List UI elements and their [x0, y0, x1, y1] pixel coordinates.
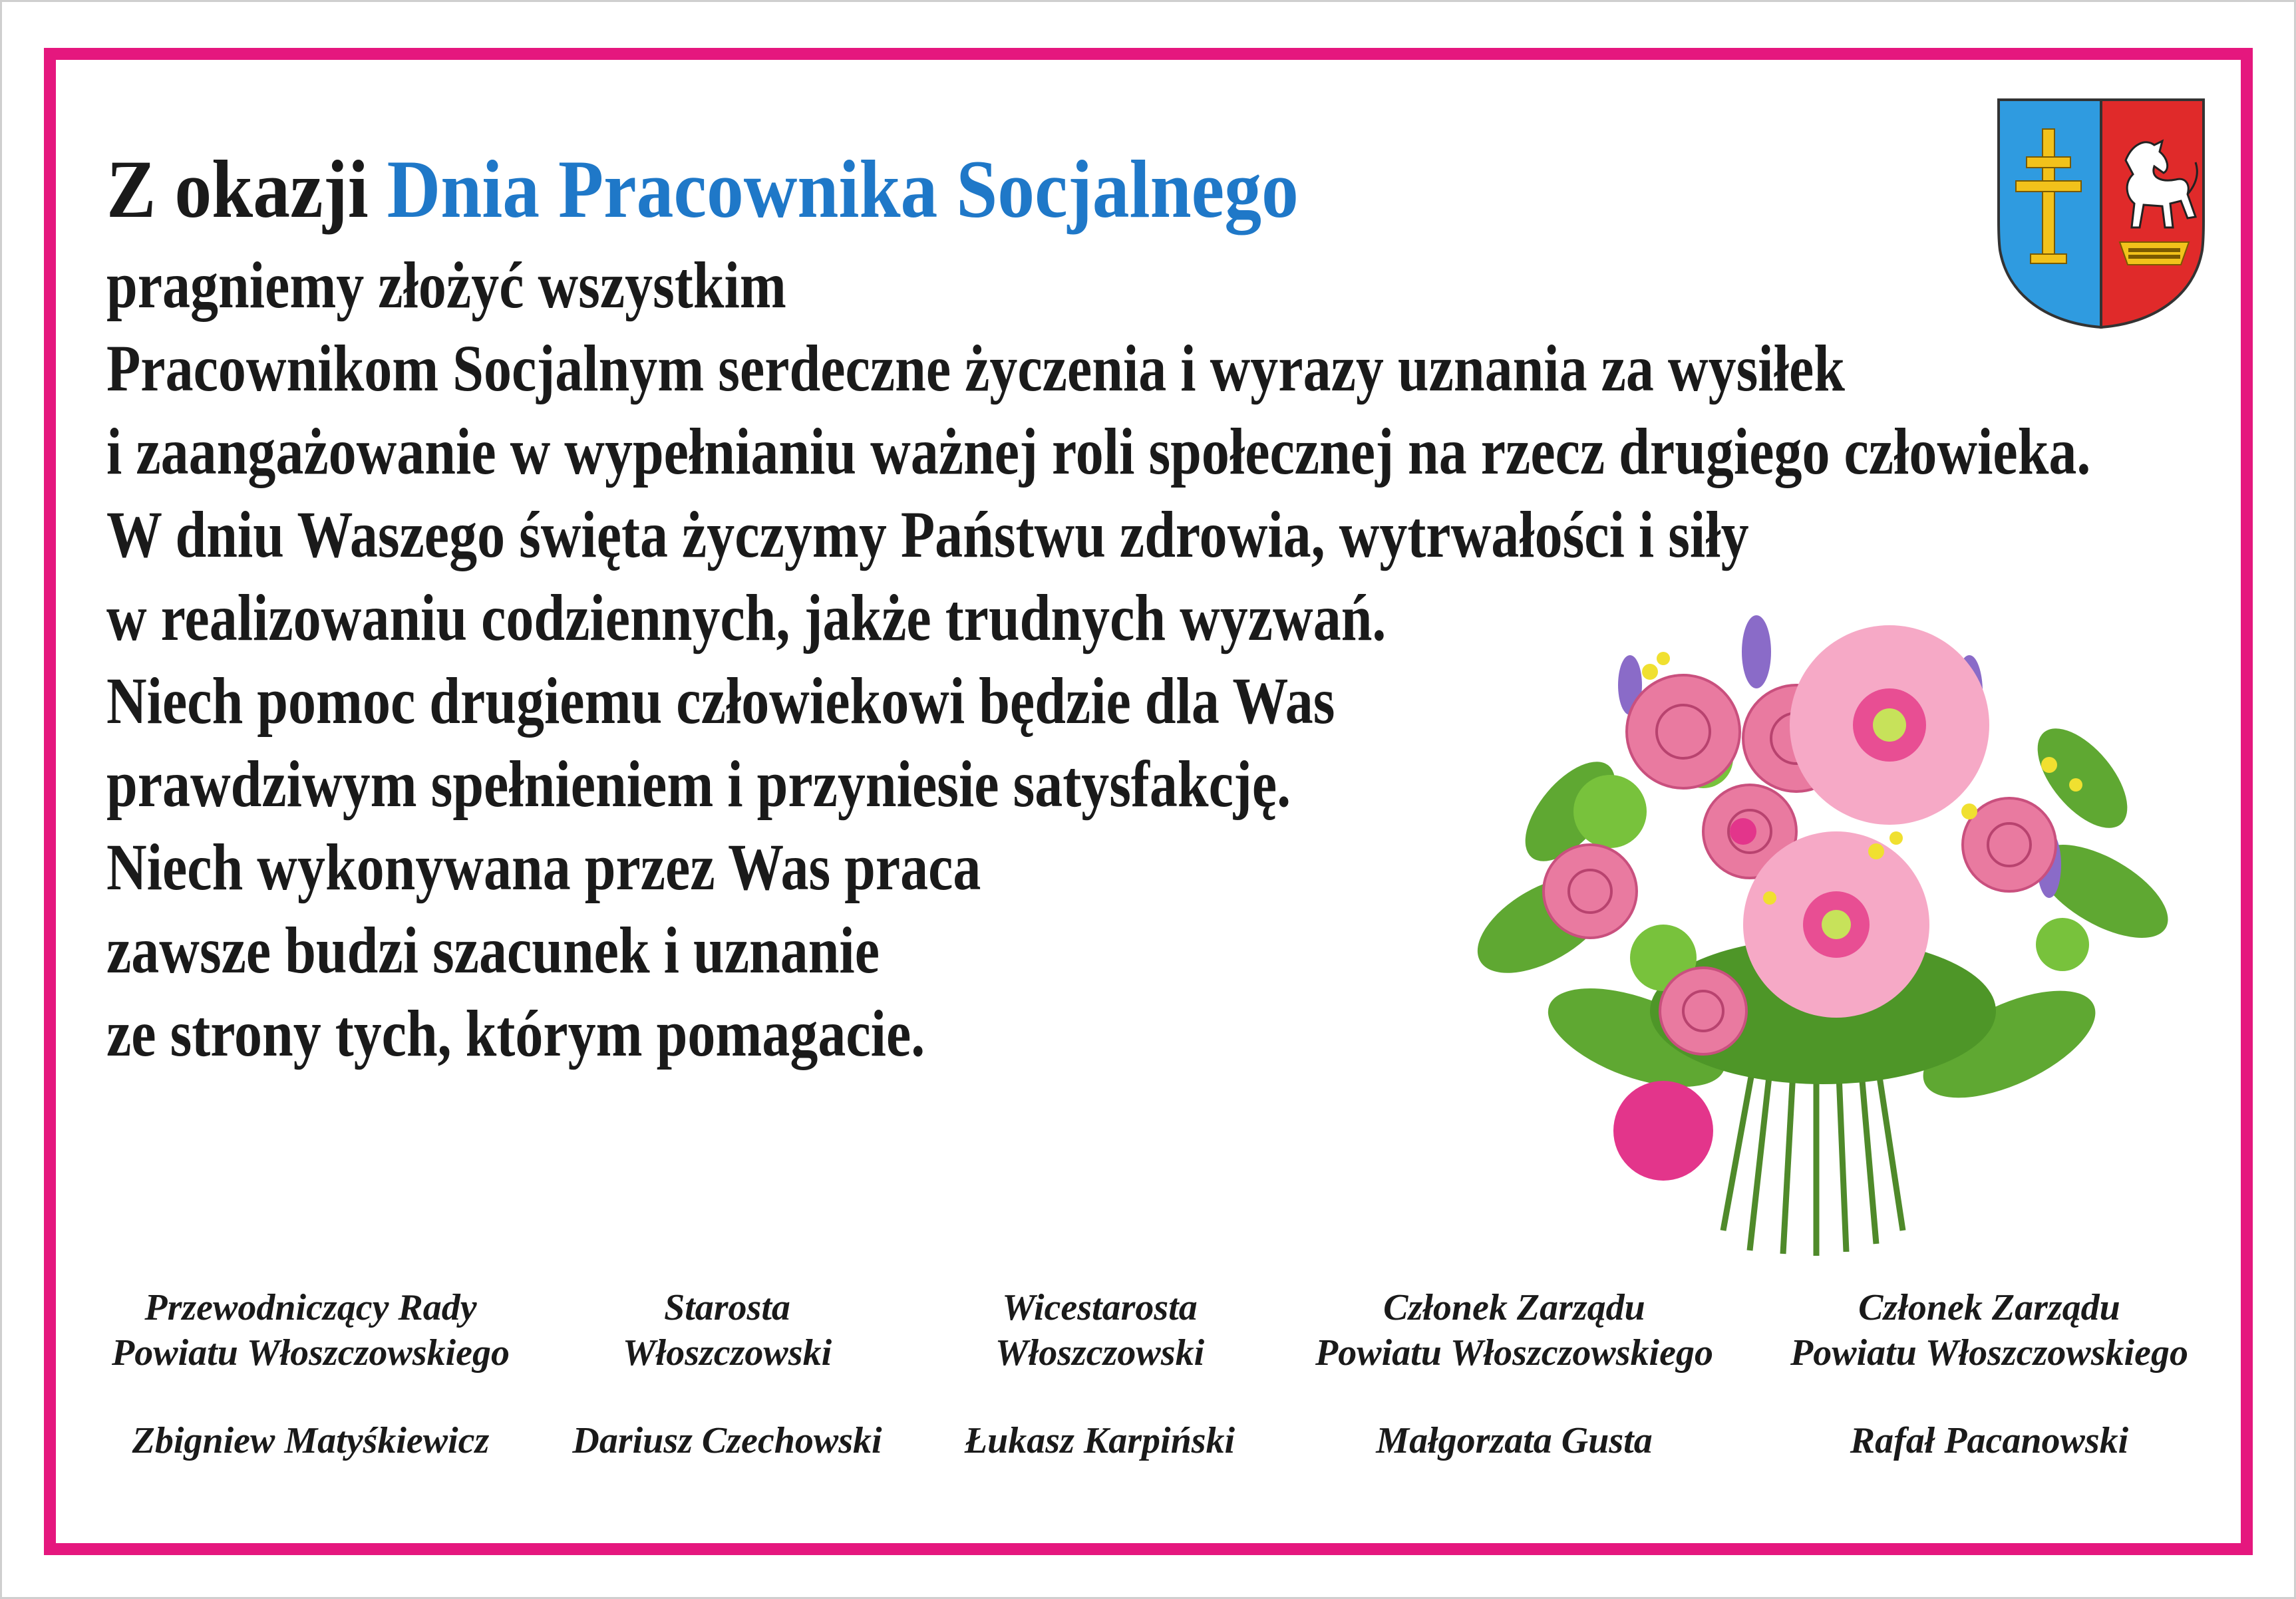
greeting-line: zawsze budzi szacunek i uznanie	[106, 913, 880, 987]
signatory-title: Wicestarosta	[1002, 1287, 1198, 1328]
signature-block	[867, 1285, 1333, 1463]
flower-bouquet-icon	[1464, 612, 2182, 1257]
signatory-name: Małgorzata Gusta	[1376, 1420, 1653, 1461]
greeting-line: Niech pomoc drugiemu człowiekowi będzie dla Was	[106, 664, 1335, 738]
signatory-name: Rafał Pacanowski	[1850, 1420, 2129, 1461]
signatory-title: Powiatu Włoszczowskiego	[1790, 1332, 2188, 1374]
signatory-title: Członek Zarządu	[1383, 1287, 1645, 1328]
signature-block	[78, 1285, 544, 1463]
signatory-title: Przewodniczący Rady	[144, 1287, 477, 1328]
headline	[106, 140, 2023, 239]
headline-prefix: Z okazji	[106, 144, 369, 235]
greeting-line: prawdziwym spełnieniem i przyniesie satysfakcję.	[106, 747, 1291, 821]
greeting-line: i zaangażowanie w wypełnianiu ważnej roli społecznej na rzecz drugiego człowieka.	[106, 414, 2091, 488]
signatory-title: Włoszczowski	[622, 1332, 832, 1374]
signatory-name: Łukasz Karpiński	[964, 1420, 1235, 1461]
signatory-title: Starosta	[664, 1287, 790, 1328]
greeting-line: W dniu Waszego święta życzymy Państwu zdrowia, wytrwałości i siły	[106, 498, 1749, 571]
headline-highlight: Dnia Pracownika Socjalnego	[387, 144, 1299, 235]
greeting-line: w realizowaniu codziennych, jakże trudnych wyzwań.	[106, 581, 1387, 654]
signature-block	[1281, 1285, 1747, 1463]
signatory-name: Zbigniew Matyśkiewicz	[132, 1420, 490, 1461]
signatory-title: Włoszczowski	[995, 1332, 1205, 1374]
signatory-title: Powiatu Włoszczowskiego	[112, 1332, 510, 1374]
signatory-name: Dariusz Czechowski	[572, 1420, 882, 1461]
greeting-line: Niech wykonywana przez Was praca	[106, 830, 981, 904]
signatures	[80, 1285, 2209, 1485]
signatory-title: Członek Zarządu	[1858, 1287, 2120, 1328]
greeting-line: Pracownikom Socjalnym serdeczne życzenia i wyrazy uznania za wysiłek	[106, 331, 1845, 405]
signatory-title: Powiatu Włoszczowskiego	[1315, 1332, 1713, 1374]
greeting-line: pragniemy złożyć wszystkim	[106, 248, 786, 322]
greeting-line: ze strony tych, którym pomagacie.	[106, 996, 925, 1070]
signature-block	[1756, 1285, 2222, 1463]
